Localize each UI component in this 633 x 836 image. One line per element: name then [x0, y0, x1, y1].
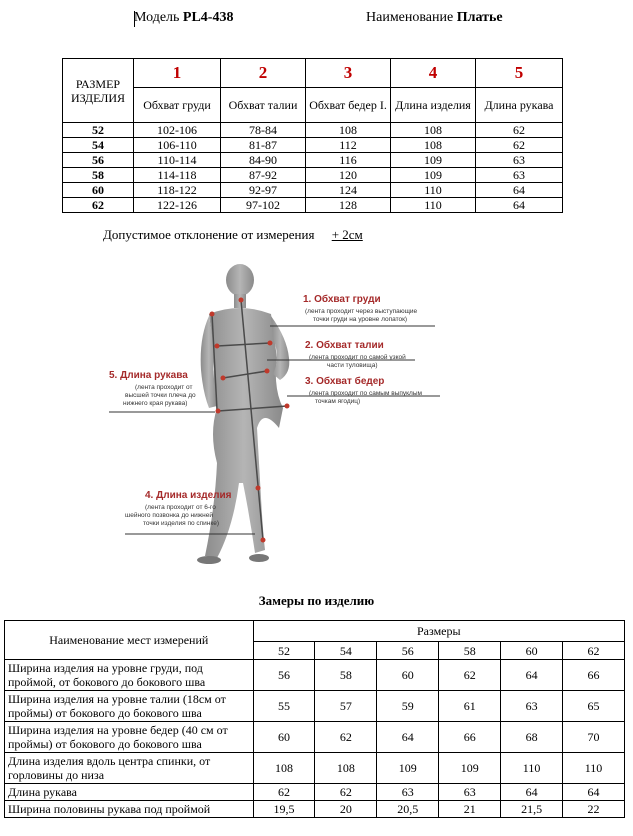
size-value: 58 — [63, 168, 134, 183]
size-cell: 128 — [306, 198, 391, 213]
meas-value: 21 — [439, 801, 501, 818]
size-row — [63, 198, 563, 213]
meas-value: 22 — [563, 801, 625, 818]
label-hips-title: 3. Обхват бедер — [305, 376, 385, 387]
model-value: PL4-438 — [182, 10, 234, 25]
meas-value: 56 — [253, 660, 315, 691]
label-hips — [305, 375, 423, 405]
col-num-3: 3 — [306, 59, 391, 88]
size-cell: 108 — [391, 138, 476, 153]
name-line — [366, 10, 503, 26]
meas-size-heading: 52 — [253, 642, 315, 660]
size-cell: 118-122 — [134, 183, 221, 198]
meas-value: 63 — [377, 784, 439, 801]
tolerance-value: + 2см — [331, 227, 363, 242]
meas-value: 68 — [501, 722, 563, 753]
model-line — [134, 10, 233, 26]
meas-size-heading: 62 — [563, 642, 625, 660]
meas-value: 62 — [253, 784, 315, 801]
meas-value: 64 — [563, 784, 625, 801]
label-length — [125, 490, 232, 527]
meas-row — [5, 801, 625, 818]
size-cell: 116 — [306, 153, 391, 168]
size-cell: 63 — [476, 153, 563, 168]
size-cell: 78-84 — [221, 123, 306, 138]
meas-value: 66 — [439, 722, 501, 753]
meas-value: 60 — [253, 722, 315, 753]
meas-value: 58 — [315, 660, 377, 691]
size-row — [63, 123, 563, 138]
label-hips-desc-2: точкам ягодиц) — [315, 398, 361, 405]
meas-value: 108 — [315, 753, 377, 784]
size-cell: 62 — [476, 138, 563, 153]
col-num-2: 2 — [221, 59, 306, 88]
meas-value: 64 — [501, 784, 563, 801]
col-label-1: Обхват груди — [134, 88, 221, 123]
size-cell: 108 — [391, 123, 476, 138]
meas-value: 21,5 — [501, 801, 563, 818]
size-cell: 110 — [391, 198, 476, 213]
size-row — [63, 183, 563, 198]
meas-value: 62 — [315, 722, 377, 753]
meas-size-heading: 56 — [377, 642, 439, 660]
label-length-desc-2: шейного позвонка до нижней — [125, 512, 213, 519]
meas-value: 65 — [563, 691, 625, 722]
col-label-5: Длина рукава — [476, 88, 563, 123]
meas-row-name: Ширина изделия на уровне талии (18см от проймы) от бокового до бокового шва — [5, 691, 254, 722]
meas-size-heading: 58 — [439, 642, 501, 660]
meas-value: 110 — [563, 753, 625, 784]
size-cell: 109 — [391, 168, 476, 183]
label-hips-desc-1: (лента проходит по самым выпуклым — [309, 390, 422, 397]
model-label: Модель — [134, 10, 180, 25]
size-cell: 62 — [476, 123, 563, 138]
label-sleeve-desc-1: (лента проходит от — [135, 384, 193, 391]
measurement-figure — [105, 258, 525, 570]
size-header: РАЗМЕР ИЗДЕЛИЯ — [70, 76, 126, 105]
label-chest-title: 1. Обхват груди — [303, 294, 381, 305]
size-cell: 106-110 — [134, 138, 221, 153]
col-num-4: 4 — [391, 59, 476, 88]
meas-value: 20,5 — [377, 801, 439, 818]
tolerance-text: Допустимое отклонение от измерения — [103, 227, 315, 242]
col-label-2: Обхват талии — [221, 88, 306, 123]
meas-value: 109 — [377, 753, 439, 784]
meas-value: 59 — [377, 691, 439, 722]
size-cell: 97-102 — [221, 198, 306, 213]
size-value: 62 — [63, 198, 134, 213]
meas-value: 19,5 — [253, 801, 315, 818]
tolerance-line — [103, 227, 363, 243]
meas-row-name: Ширина изделия на уровне груди, под проймой, от бокового до бокового шва — [5, 660, 254, 691]
size-cell: 114-118 — [134, 168, 221, 183]
name-label: Наименование — [366, 10, 454, 25]
meas-row — [5, 784, 625, 801]
size-row — [63, 153, 563, 168]
size-row — [63, 138, 563, 153]
col-label-3: Обхват бедер I. — [306, 88, 391, 123]
meas-value: 60 — [377, 660, 439, 691]
size-cell: 87-92 — [221, 168, 306, 183]
meas-value: 64 — [501, 660, 563, 691]
col-label-4: Длина изделия — [391, 88, 476, 123]
label-waist — [305, 339, 406, 369]
meas-value: 62 — [315, 784, 377, 801]
label-sleeve-desc-2: высшей точки плеча до — [125, 392, 196, 399]
size-value: 60 — [63, 183, 134, 198]
meas-sizes-header: Размеры — [253, 621, 624, 642]
measurements-title: Замеры по изделию — [258, 593, 375, 608]
size-value: 54 — [63, 138, 134, 153]
size-rows — [63, 123, 563, 213]
meas-value: 110 — [501, 753, 563, 784]
meas-row-name: Ширина половины рукава под проймой — [5, 801, 254, 818]
meas-value: 57 — [315, 691, 377, 722]
size-cell: 102-106 — [134, 123, 221, 138]
col-num-1: 1 — [134, 59, 221, 88]
meas-size-heading: 60 — [501, 642, 563, 660]
label-sleeve-desc-3: нижнего края рукава) — [123, 400, 188, 407]
size-cell: 63 — [476, 168, 563, 183]
label-chest-desc-2: точки груди на уровне лопаток) — [313, 316, 408, 323]
label-chest-desc-1: (лента проходит через выступающие — [305, 308, 418, 315]
size-cell: 92-97 — [221, 183, 306, 198]
label-length-desc-1: (лента проходит от 6-го — [145, 504, 216, 511]
meas-value: 109 — [439, 753, 501, 784]
size-cell: 109 — [391, 153, 476, 168]
meas-row — [5, 660, 625, 691]
size-cell: 110-114 — [134, 153, 221, 168]
label-waist-desc-2: части туловища) — [327, 362, 378, 369]
body-silhouette — [197, 264, 289, 564]
meas-row-name: Ширина изделия на уровне бедер (40 см от проймы) от бокового до бокового шва — [5, 722, 254, 753]
meas-value: 62 — [439, 660, 501, 691]
meas-value: 55 — [253, 691, 315, 722]
meas-row — [5, 691, 625, 722]
meas-row-name: Длина рукава — [5, 784, 254, 801]
size-cell: 64 — [476, 198, 563, 213]
size-cell: 84-90 — [221, 153, 306, 168]
measurements-table — [4, 620, 625, 818]
size-cell: 81-87 — [221, 138, 306, 153]
label-waist-title: 2. Обхват талии — [305, 340, 384, 351]
name-value: Платье — [456, 10, 503, 25]
label-waist-desc-1: (лента проходит по самой узкой — [309, 354, 406, 361]
size-cell: 108 — [306, 123, 391, 138]
meas-row-name: Длина изделия вдоль центра спинки, от горловины до низа — [5, 753, 254, 784]
size-row — [63, 168, 563, 183]
size-cell: 112 — [306, 138, 391, 153]
size-header-cell — [63, 59, 134, 123]
size-table — [62, 58, 563, 213]
meas-value: 63 — [439, 784, 501, 801]
label-length-title: 4. Длина изделия — [145, 490, 232, 501]
meas-value: 20 — [315, 801, 377, 818]
meas-rows — [5, 660, 625, 818]
meas-name-header: Наименование мест измерений — [5, 621, 254, 660]
size-value: 56 — [63, 153, 134, 168]
meas-value: 63 — [501, 691, 563, 722]
col-num-5: 5 — [476, 59, 563, 88]
meas-row — [5, 753, 625, 784]
size-value: 52 — [63, 123, 134, 138]
meas-size-heading: 54 — [315, 642, 377, 660]
label-chest — [303, 293, 418, 323]
size-cell: 64 — [476, 183, 563, 198]
label-sleeve-title: 5. Длина рукава — [109, 370, 188, 381]
size-cell: 124 — [306, 183, 391, 198]
meas-value: 108 — [253, 753, 315, 784]
meas-value: 70 — [563, 722, 625, 753]
meas-row — [5, 722, 625, 753]
size-cell: 120 — [306, 168, 391, 183]
meas-value: 64 — [377, 722, 439, 753]
size-cell: 122-126 — [134, 198, 221, 213]
meas-value: 61 — [439, 691, 501, 722]
size-cell: 110 — [391, 183, 476, 198]
meas-value: 66 — [563, 660, 625, 691]
label-length-desc-3: точки изделия по спинке) — [143, 520, 220, 527]
label-sleeve — [109, 370, 196, 407]
